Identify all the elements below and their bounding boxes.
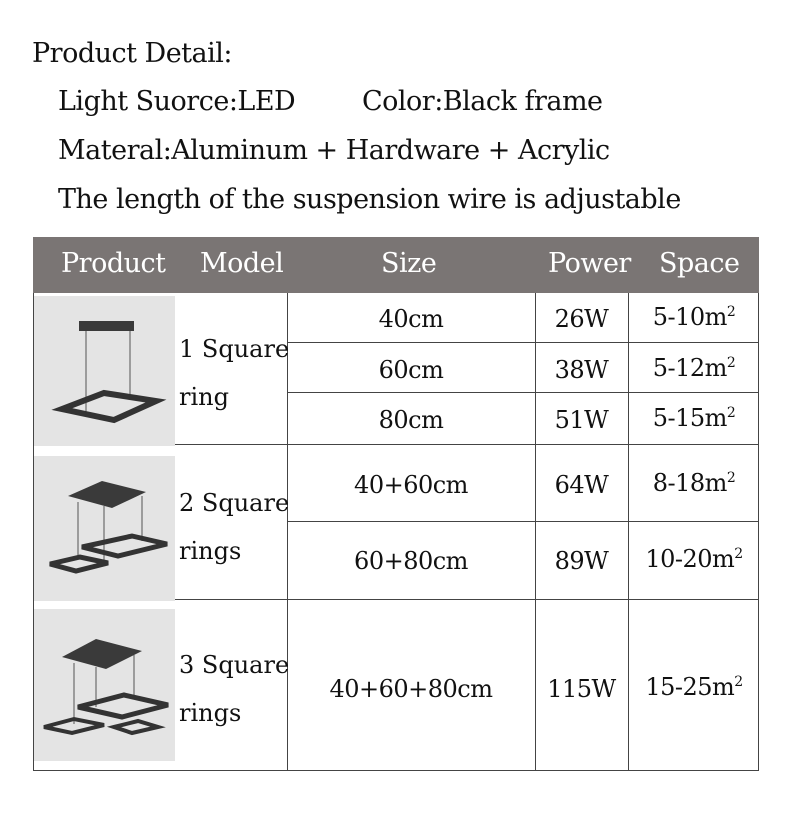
grid-line: [287, 342, 758, 343]
wire-note-text: The length of the suspension wire is adjustable: [58, 184, 681, 215]
model-line: rings: [179, 699, 242, 727]
model-1-square-ring: [179, 325, 289, 421]
model-2-square-rings: [179, 479, 289, 575]
size-cell: 40+60cm: [354, 471, 468, 499]
model-line: ring: [179, 383, 229, 411]
grid-line: [287, 392, 758, 393]
space-unit-sup: 2: [726, 355, 736, 371]
power-cell: 51W: [554, 406, 609, 434]
color-text: Color:Black frame: [362, 86, 603, 117]
power-cell: 64W: [554, 471, 609, 499]
size-cell: 60cm: [378, 356, 444, 384]
space-unit-sup: 2: [726, 304, 736, 320]
header-product: Product: [61, 248, 166, 279]
model-3-square-rings: [179, 641, 289, 737]
space-value: 8-18m: [652, 469, 727, 497]
space-cell: [628, 469, 760, 497]
product-detail-section: [0, 0, 790, 230]
spec-table: [33, 237, 759, 771]
power-cell: 26W: [554, 305, 609, 333]
space-cell: [628, 404, 760, 432]
table-body: [33, 293, 759, 771]
single-square-lamp-icon: [34, 296, 175, 446]
size-cell: 40cm: [378, 305, 444, 333]
space-value: 5-12m: [652, 354, 727, 382]
model-line: 1 Square: [179, 335, 290, 363]
header-power: Power: [548, 248, 631, 279]
space-cell: [628, 545, 760, 573]
material-text: Materal:Aluminum + Hardware + Acrylic: [58, 135, 610, 166]
size-cell: 60+80cm: [354, 547, 468, 575]
product-image-1-ring: [34, 296, 175, 446]
power-cell: 115W: [547, 675, 616, 703]
product-image-3-rings: [34, 609, 175, 761]
power-cell: 89W: [554, 547, 609, 575]
space-value: 5-15m: [652, 404, 727, 432]
header-space: Space: [659, 248, 740, 279]
space-unit-sup: 2: [726, 405, 736, 421]
space-value: 5-10m: [652, 303, 727, 331]
double-square-lamp-icon: [34, 456, 175, 601]
model-line: rings: [179, 537, 242, 565]
header-model: Model: [200, 248, 284, 279]
light-source-text: Light Suorce:LED: [58, 86, 296, 117]
model-line: 2 Square: [179, 489, 290, 517]
space-cell: [628, 303, 760, 331]
model-line: 3 Square: [179, 651, 290, 679]
space-value: 15-25m: [645, 673, 735, 701]
table-header: [33, 237, 759, 293]
space-unit-sup: 2: [726, 470, 736, 486]
detail-heading: Product Detail:: [32, 38, 232, 69]
space-value: 10-20m: [645, 545, 735, 573]
product-image-2-rings: [34, 456, 175, 601]
space-unit-sup: 2: [734, 546, 743, 562]
space-cell: [628, 354, 760, 382]
size-cell: 80cm: [378, 406, 444, 434]
space-cell: [628, 673, 760, 701]
triple-square-lamp-icon: [34, 609, 175, 761]
grid-line: [287, 521, 758, 522]
size-cell: 40+60+80cm: [329, 675, 493, 703]
power-cell: 38W: [554, 356, 609, 384]
header-size: Size: [381, 248, 437, 279]
space-unit-sup: 2: [734, 674, 743, 690]
